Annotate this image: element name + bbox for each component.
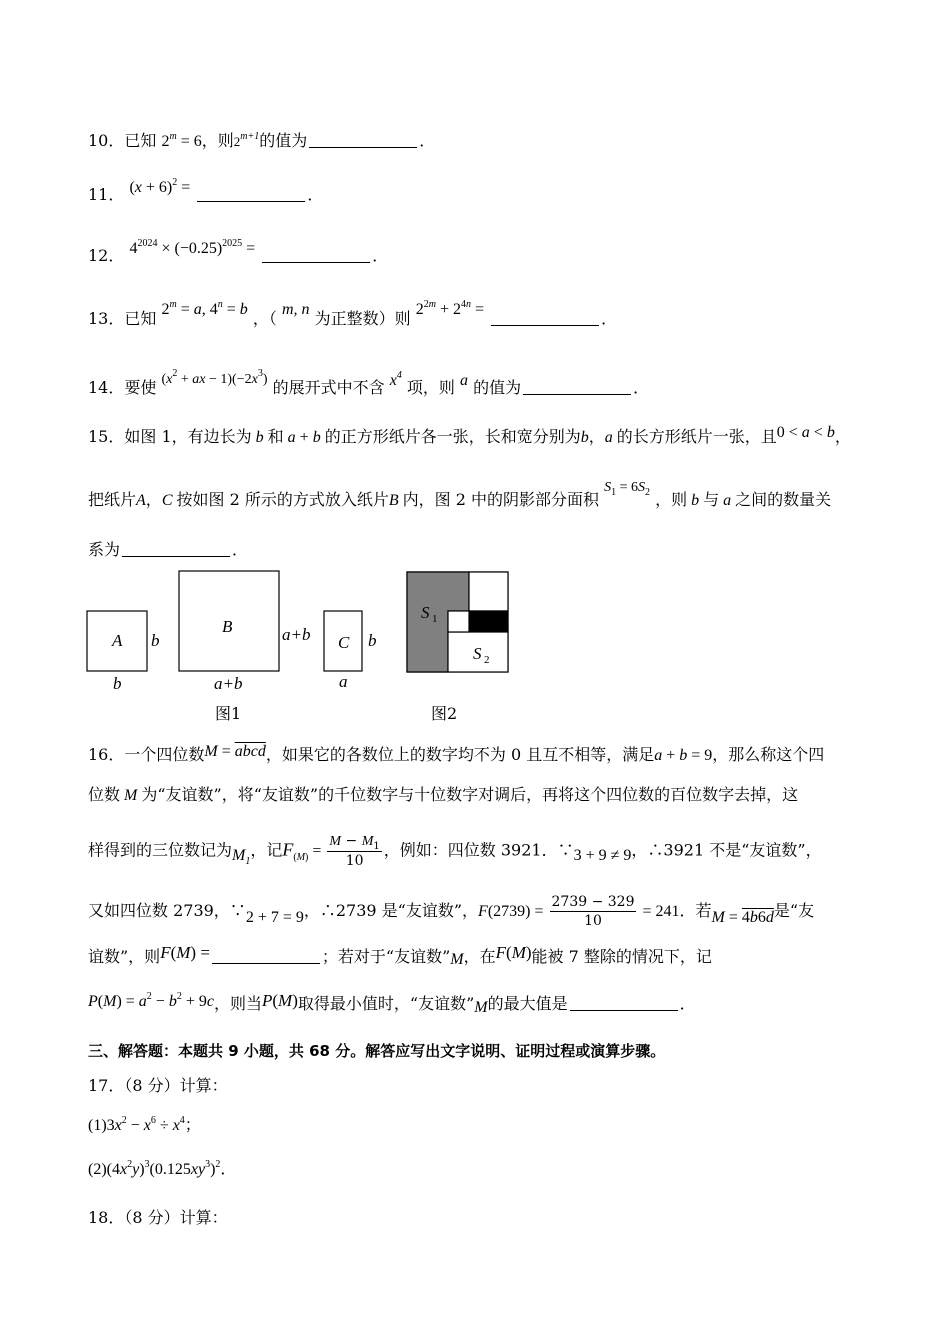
section-3-heading: 三、解答题：本题共 9 小题，共 68 分。解答应写出文字说明、证明过程或演算步骤。 bbox=[88, 1042, 666, 1060]
piece-C bbox=[469, 572, 508, 611]
label-S2: S bbox=[473, 644, 482, 663]
question-13: 13．已知 $2^m = a$, $4^n = b$ ，（ m, n 为正整数）则 $2^{2m} + 2^{4n}$ = ． bbox=[88, 299, 618, 328]
answer-blank[interactable] bbox=[570, 996, 678, 1011]
label-a-below-C: a bbox=[339, 672, 348, 691]
question-17-part1: $(1)3x^2 - x^6 \div x^4$； bbox=[88, 1115, 201, 1134]
label-apb-right: a+b bbox=[282, 625, 311, 644]
question-12: 12． $4^{2024} \times (-0.25)^{2025}$ = ． bbox=[88, 238, 389, 265]
label-A: A bbox=[112, 631, 123, 650]
label-b-right-C: b bbox=[368, 631, 377, 650]
question-16-line4: 又如四位数 2739，∵2 + 7 = 9，∴2739 是“友谊数”，F(2739) = $\frac{2739 - 329}{10}$ = 241．若M = 4b6d是“友 bbox=[88, 894, 815, 929]
label-C: C bbox=[338, 633, 350, 652]
label-B: B bbox=[222, 617, 233, 636]
question-15-line2: 把纸片A，C 按如图 2 所示的方式放入纸片B 内，图 2 中的阴影部分面积 $S_1 = 6S_2$ ，则 b 与 a 之间的数量关 bbox=[88, 480, 832, 509]
label-apb-below: a+b bbox=[214, 674, 243, 693]
label-b-below-A: b bbox=[113, 674, 122, 693]
label-S1: S bbox=[421, 603, 430, 622]
shaded-S2-black bbox=[469, 611, 508, 632]
label-b-right-A: b bbox=[151, 631, 160, 650]
question-16-line1: 16．一个四位数M = abcd，如果它的各数位上的数字均不为 0 且互不相等，满足a + b = 9，那么称这个四 bbox=[88, 743, 825, 764]
question-17-title: 17．（8 分）计算： bbox=[88, 1076, 228, 1095]
question-16-line3: 样得到的三位数记为$M_1$，记$F_{(M)}$ = $\frac{M - M_1}{10}$ ，例如：四位数 3921．∵3 + 9 ≠ 9，∴3921 不是“友谊数”， bbox=[88, 833, 822, 869]
question-18-title: 18．（8 分）计算： bbox=[88, 1208, 228, 1227]
caption-fig1: 图1 bbox=[215, 704, 242, 723]
label-S1-sub: 1 bbox=[432, 613, 438, 625]
caption-fig2: 图2 bbox=[431, 704, 458, 723]
question-10: 10．已知 $2^m = 6$，则$2^{m+1}$的值为 ． bbox=[88, 131, 436, 150]
question-16-line5: 谊数”，则F(M) = ；若对于“友谊数”M，在F(M)能被 7 整除的情况下，记 bbox=[88, 943, 712, 968]
answer-blank[interactable] bbox=[212, 949, 320, 964]
question-17-part2: $(2)(4x^2y)^3(0.125xy^3)^2$． bbox=[88, 1159, 237, 1178]
question-11: 11． $(x + 6)^2$ = ． bbox=[88, 177, 324, 204]
question-16-line6: $P(M) = a^2 - b^2 + 9c$，则当P(M)取得最小值时，“友谊数”M的最大值是 ． bbox=[88, 991, 696, 1016]
question-16-line2: 位数 M 为“友谊数”，将“友谊数”的千位数字与十位数字对调后，再将这个四位数的百位数字去掉，这 bbox=[88, 785, 799, 804]
label-S2-sub: 2 bbox=[484, 654, 490, 666]
question-15-line3: 系为 ． bbox=[88, 540, 249, 559]
question-15-line1: 15．如图 1，有边长为 b 和 a + b 的正方形纸片各一张，长和宽分别为b，a 的长方形纸片一张，且0 < a < b， bbox=[88, 424, 851, 446]
question-14: 14．要使 ($x^2$ + ax − $1)(-2x^3)$ 的展开式中不含 $x^4$ 项，则 a 的值为 ． bbox=[88, 368, 650, 397]
